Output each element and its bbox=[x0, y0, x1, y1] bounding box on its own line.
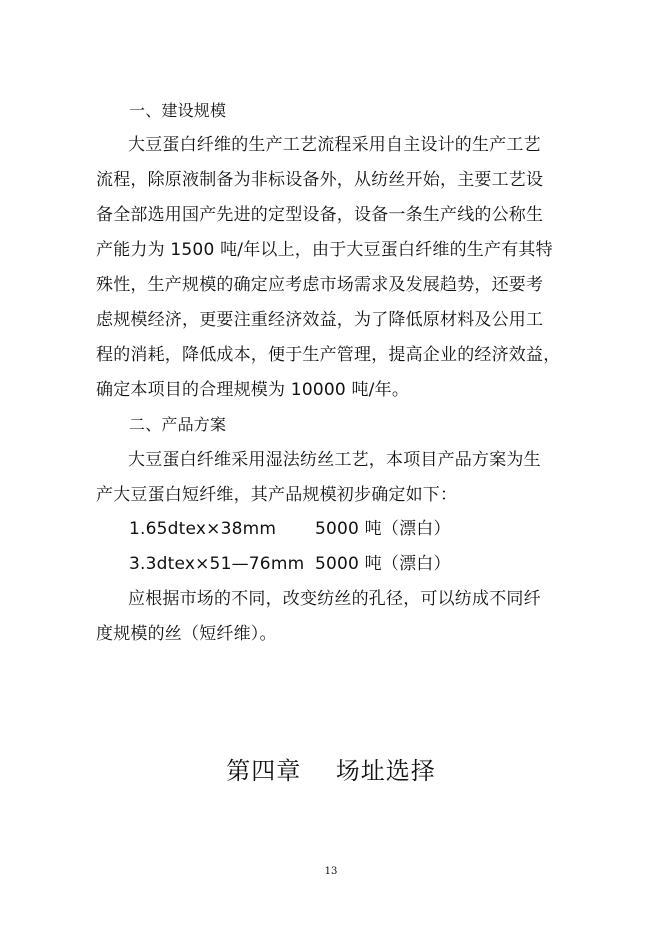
paragraph-line: 虑规模经济，更要注重经济效益，为了降低原材料及公用工 bbox=[96, 310, 544, 330]
product-spec: 3.3dtex×51—76mm bbox=[129, 554, 305, 574]
paragraph-line: 产大豆蛋白短纤维，其产品规模初步确定如下： bbox=[96, 485, 458, 505]
paragraph-line: 产能力为 1500 吨/年以上，由于大豆蛋白纤维的生产有其特 bbox=[96, 240, 553, 260]
paragraph-line: 备全部选用国产先进的定型设备，设备一条生产线的公称生 bbox=[96, 205, 544, 225]
paragraph-line: 度规模的丝（短纤维）。 bbox=[96, 624, 277, 644]
page-number: 13 bbox=[324, 866, 338, 877]
paragraph-line: 程的消耗，降低成本，便于生产管理，提高企业的经济效益， bbox=[96, 345, 561, 365]
section-heading-scale: 一、建设规模 bbox=[129, 101, 227, 120]
paragraph-line: 大豆蛋白纤维采用湿法纺丝工艺，本项目产品方案为生 bbox=[128, 450, 541, 470]
product-output: 5000 吨（漂白） bbox=[315, 519, 451, 539]
paragraph-line: 大豆蛋白纤维的生产工艺流程采用自主设计的生产工艺 bbox=[128, 135, 541, 155]
section-heading-product-plan: 二、产品方案 bbox=[129, 415, 227, 434]
product-spec: 1.65dtex×38mm bbox=[129, 519, 277, 539]
paragraph-line: 确定本项目的合理规模为 10000 吨/年。 bbox=[96, 380, 410, 400]
chapter-title: 第四章 场址选择 bbox=[226, 757, 436, 785]
paragraph-line: 应根据市场的不同，改变纺丝的孔径，可以纺成不同纤 bbox=[128, 589, 541, 609]
product-output: 5000 吨（漂白） bbox=[315, 554, 451, 574]
paragraph-line: 流程，除原液制备为非标设备外，从纺丝开始，主要工艺设 bbox=[96, 170, 544, 190]
paragraph-line: 殊性，生产规模的确定应考虑市场需求及发展趋势，还要考 bbox=[96, 275, 544, 295]
